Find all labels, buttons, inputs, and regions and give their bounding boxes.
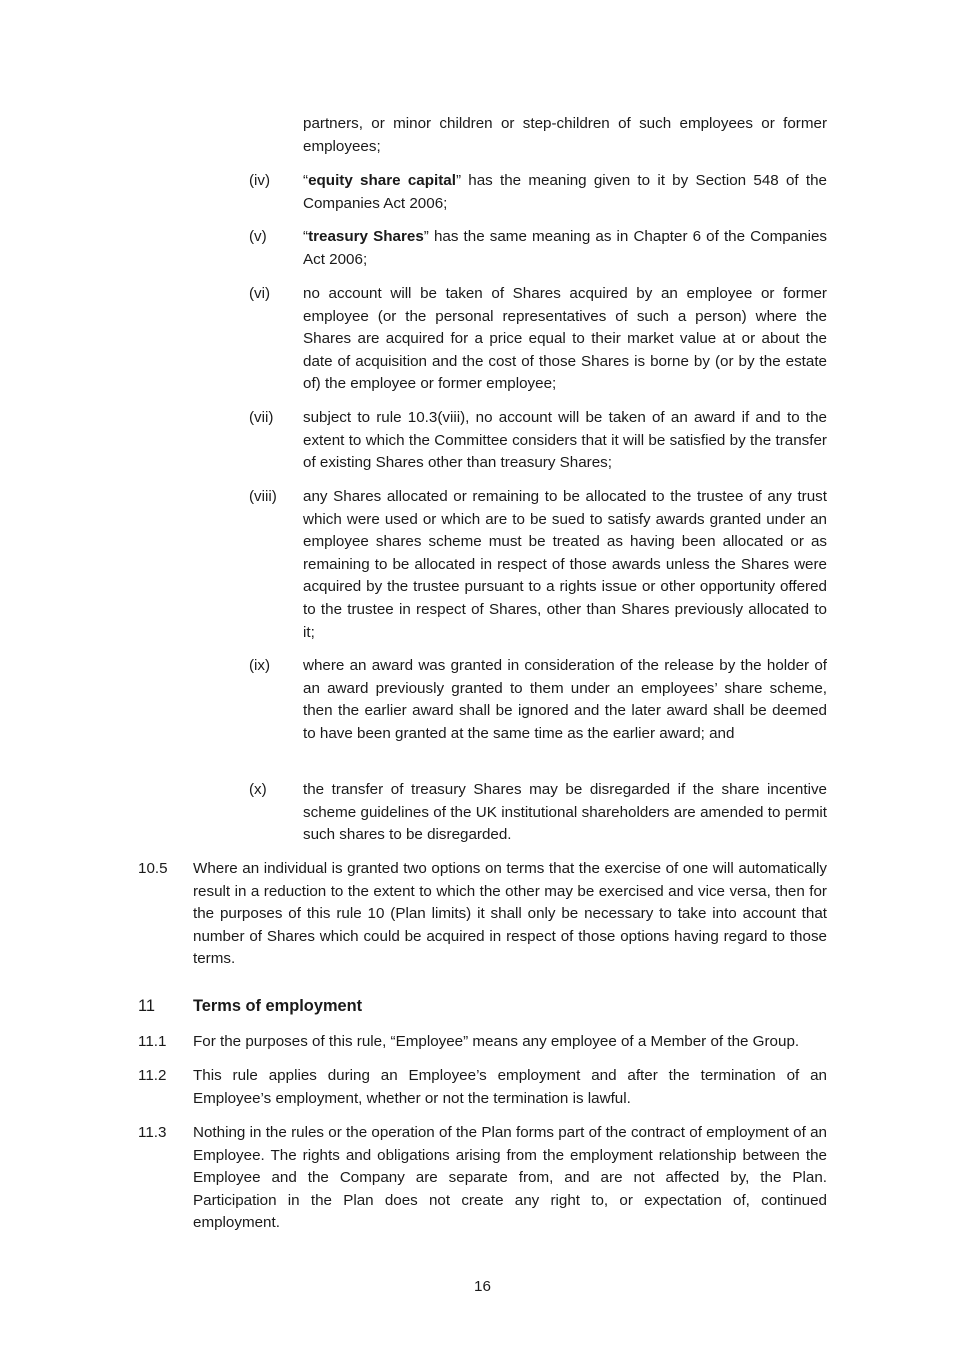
defined-term: treasury Shares [308, 228, 424, 245]
item-number: (ix) [249, 657, 271, 674]
page-number: 16 [474, 1278, 491, 1295]
rule-11-3 [138, 1122, 827, 1235]
defined-term: equity share capital [308, 172, 456, 189]
item-text: the transfer of treasury Shares may be disregarded if the share incentive scheme guidelines of the UK institutional shareholders are amended to permit such shares to be disregarded. [303, 781, 827, 844]
section-heading [138, 994, 827, 1018]
rule-number: 11.2 [138, 1067, 167, 1084]
item-text: where an award was granted in consideration of the release by the holder of an award previously granted to them under an employees’ share scheme, then the earlier award shall be ignored and the later award shall be deemed to have been granted at the same time as the earlier award; and [303, 657, 827, 742]
item-number: (vi) [249, 285, 271, 302]
item-number: (vii) [249, 409, 274, 426]
item-number: (viii) [249, 488, 277, 505]
rule-text: This rule applies during an Employee’s employment and after the termination of an Employee’s employment, whether or not the termination is lawful. [193, 1067, 827, 1107]
sub-item-iv [249, 170, 827, 215]
sub-item-v [249, 226, 827, 271]
item-text: “treasury Shares” has the same meaning as in Chapter 6 of the Companies Act 2006; [303, 228, 827, 268]
sub-item-ix [249, 655, 827, 745]
item-text: no account will be taken of Shares acquired by an employee or former employee (or the personal representatives of such a person) where the Shares are acquired for a price equal to their market value at or about the date of acquisition and the cost of those Shares is borne by (or by the estate of) the employee or former employee; [303, 285, 827, 393]
rule-number: 10.5 [138, 860, 168, 877]
item-text: any Shares allocated or remaining to be allocated to the trustee of any trust which were used or which are to be sued to satisfy awards granted under an employee shares scheme must be treated as having been allocated or as remaining to be allocated in respect of those awards unless the Shares were acquired by the trustee pursuant to a rights issue or other opportunity offered to the trustee in respect of Shares, other than Shares previously allocated to it; [303, 488, 827, 641]
sub-item-viii [249, 486, 827, 644]
item-number: (v) [249, 228, 267, 245]
rule-text: Nothing in the rules or the operation of the Plan forms part of the contract of employment of an Employee. The rights and obligations arising from the employment relationship between the Employee and the Company are separate from, and are not affected by, the Plan. Participation in the Plan does not create any right to, or expectation of, continued employment. [193, 1124, 827, 1232]
sub-item-x [249, 779, 827, 847]
item-text: subject to rule 10.3(viii), no account will be taken of an award if and to the extent to which the Committee considers that it will be satisfied by the transfer of existing Shares other than treasury Shares; [303, 409, 827, 472]
rule-text: Where an individual is granted two options on terms that the exercise of one will automatically result in a reduction to the extent to which the other may be exercised and vice versa, then for the purposes of this rule 10 (Plan limits) it shall only be necessary to take into account that number of Shares which could be acquired in respect of those options having regard to those terms. [193, 860, 827, 968]
item-text: “equity share capital” has the meaning given to it by Section 548 of the Companies Act 2006; [303, 172, 827, 212]
rule-number: 11.1 [138, 1033, 167, 1050]
rule-text: For the purposes of this rule, “Employee” means any employee of a Member of the Group. [193, 1033, 800, 1050]
rule-10-5 [138, 858, 827, 971]
section-title: Terms of employment [193, 997, 363, 1015]
rule-11-1 [138, 1031, 827, 1054]
continued-paragraph: partners, or minor children or step-children of such employees or former employees; [303, 115, 827, 155]
item-number: (iv) [249, 172, 271, 189]
item-number: (x) [249, 781, 267, 798]
sub-item-vi [249, 283, 827, 396]
section-number: 11 [138, 997, 156, 1015]
rule-11-2 [138, 1065, 827, 1110]
sub-item-vii [249, 407, 827, 475]
rule-number: 11.3 [138, 1124, 167, 1141]
